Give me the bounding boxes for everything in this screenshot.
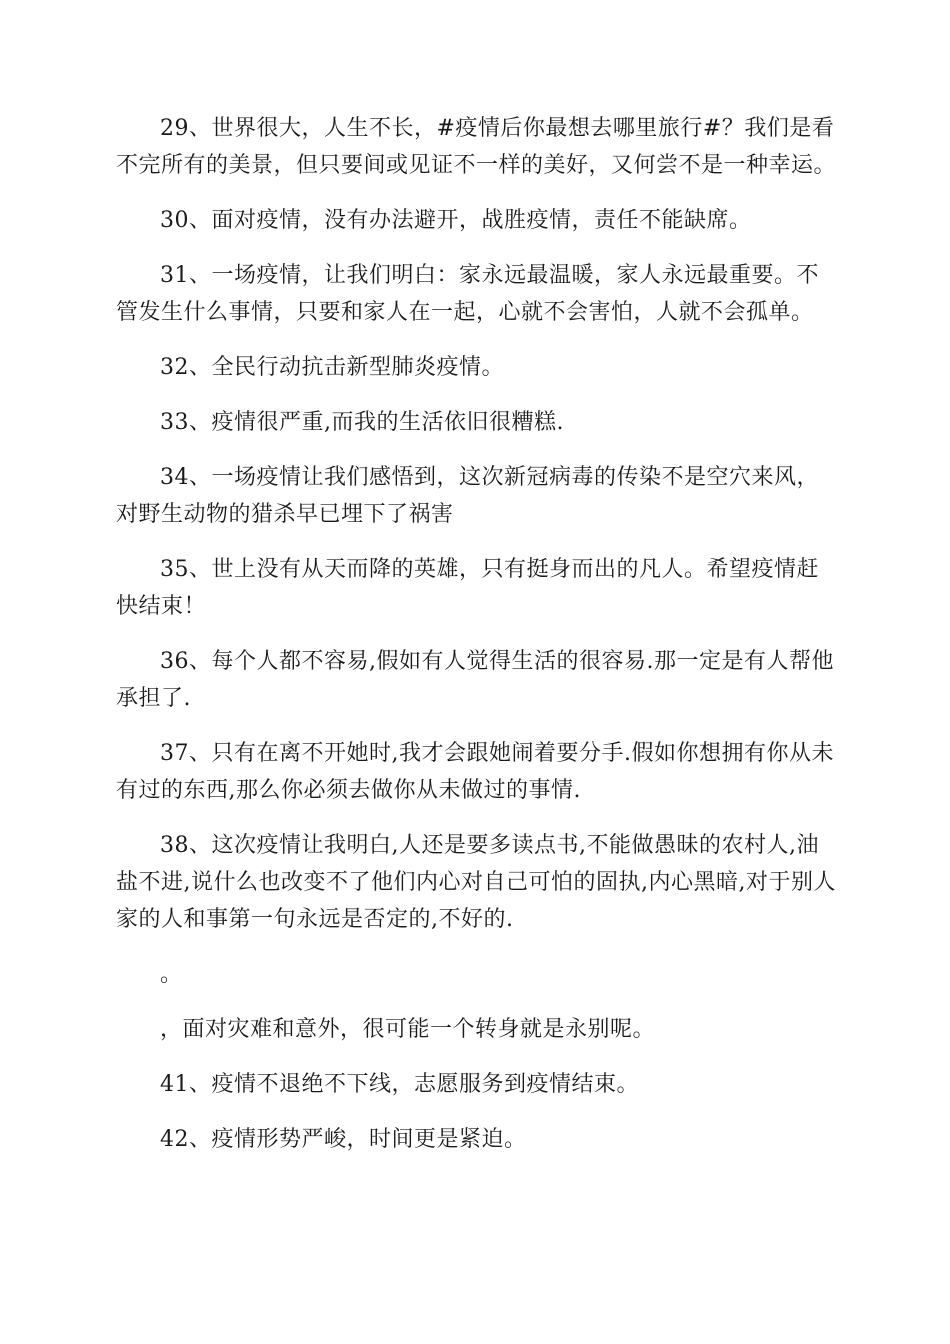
paragraph-32: 32、全民行动抗击新型肺炎疫情。 <box>160 355 504 380</box>
paragraph-29: 29、世界很大，人生不长，#疫情后你最想去哪里旅行#？我们是看不完所有的美景，但只要间或见证不一样的美好，又何尝不是一种幸运。 <box>116 116 837 178</box>
paragraph-38: 38、这次疫情让我明白,人还是要多读点书,不能做愚昧的农村人,油盐不进,说什么也改变不了他们内心对自己可怕的固执,内心黑暗,对于别人家的人和事第一句永远是否定的,不好的. <box>116 833 836 932</box>
paragraph-35: 35、世上没有从天而降的英雄，只有挺身而出的凡人。希望疫情赶快结束！ <box>116 557 819 619</box>
paragraph-41: 41、疫情不退绝不下线，志愿服务到疫情结束。 <box>160 1072 639 1097</box>
paragraph-40: ，面对灾难和意外，很可能一个转身就是永别呢。 <box>160 1017 656 1042</box>
paragraph-33: 33、疫情很严重,而我的生活依旧很糟糕. <box>160 410 564 435</box>
paragraph-42: 42、疫情形势严峻，时间更是紧迫。 <box>160 1127 527 1152</box>
paragraph-39: 。 <box>160 962 183 987</box>
paragraph-36: 36、每个人都不容易,假如有人觉得生活的很容易.那一定是有人帮他承担了. <box>116 649 834 711</box>
document-body <box>116 110 836 1176</box>
paragraph-30: 30、面对疫情，没有办法避开，战胜疫情，责任不能缺席。 <box>160 208 752 233</box>
paragraph-31: 31、一场疫情，让我们明白：家永远最温暖，家人永远最重要。不管发生什么事情，只要和家人在一起，心就不会害怕，人就不会孤单。 <box>116 263 819 325</box>
paragraph-37: 37、只有在离不开她时,我才会跟她闹着要分手.假如你想拥有你从未有过的东西,那么你必须去做你从未做过的事情. <box>116 741 834 803</box>
paragraph-34: 34、一场疫情让我们感悟到，这次新冠病毒的传染不是空穴来风，对野生动物的猎杀早已埋下了祸害 <box>116 465 819 527</box>
